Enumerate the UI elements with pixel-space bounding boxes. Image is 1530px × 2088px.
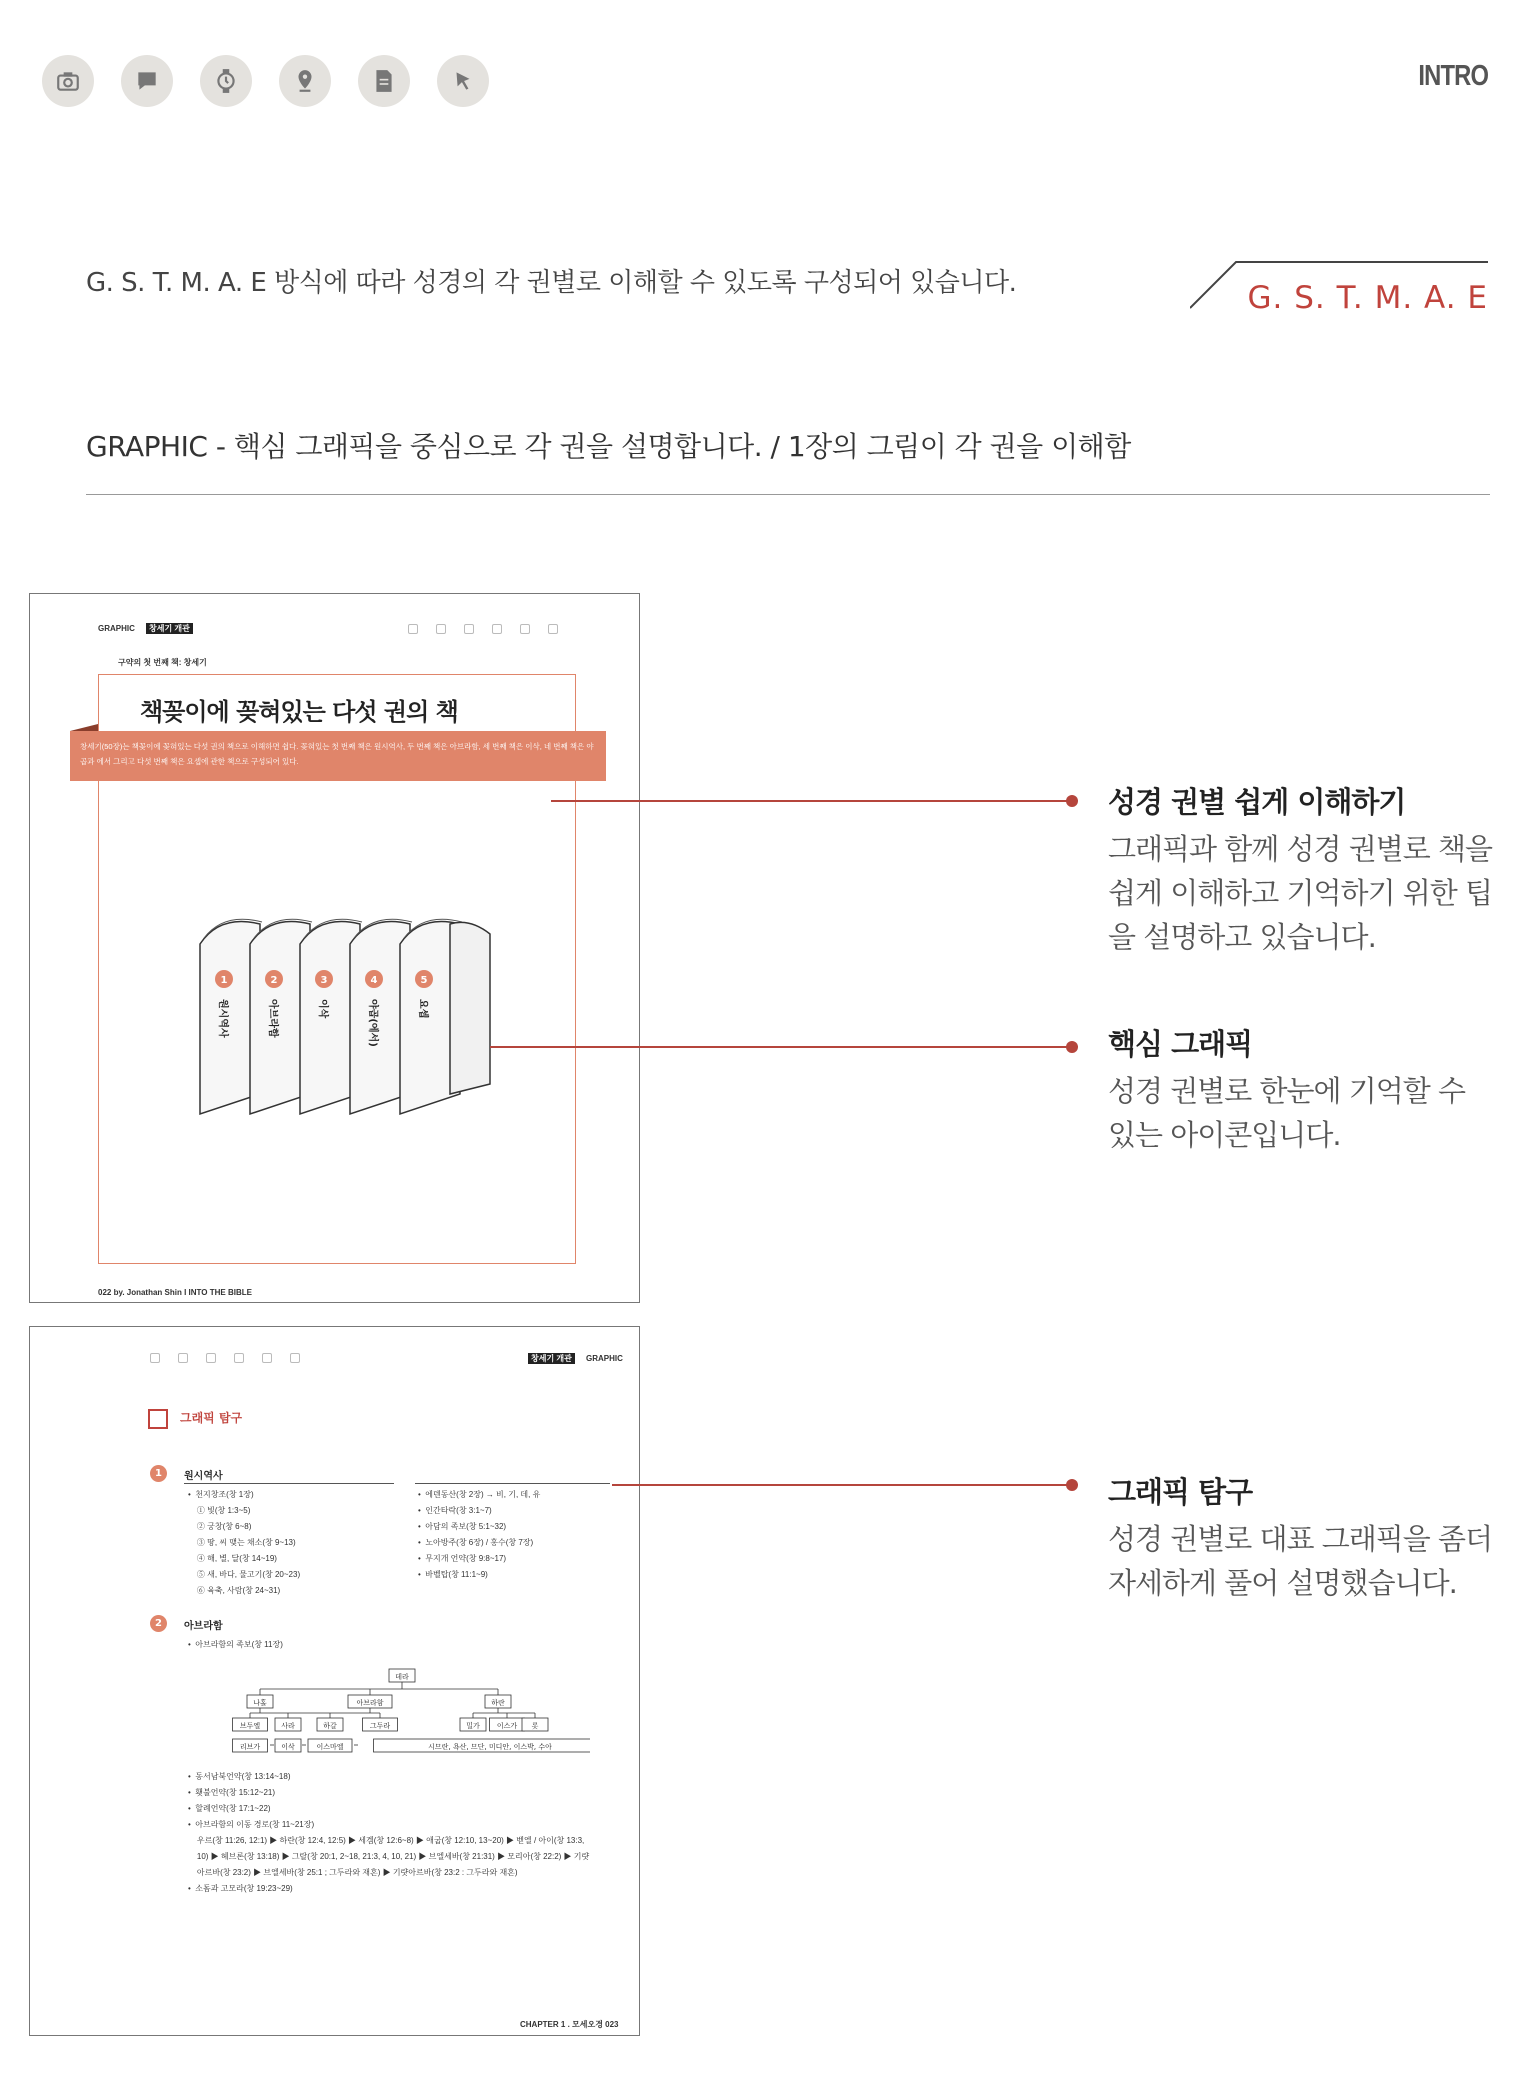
section1-right-list: • 에덴동산(창 2장) → 비, 기, 데, 유 • 인간타락(창 3:1~7) • 아담의 족보(창 5:1~32) • 노아방주(창 6장) / 홍수(창 7장) • 무지개 언약(창 9:8~17) • 바벨탑(창 11:1~9)	[418, 1490, 541, 1579]
book-number: 1	[220, 975, 228, 986]
section1-left-list: • 천지창조(창 1장) ① 빛(창 1:3~5) ② 궁창(창 6~8) ③ 땅, 씨 맺는 채소(창 9~13) ④ 해, 별, 달(창 14~19) ⑤ 새, 바다, 물고기(창 20~23) ⑥ 육축, 사람(창 24~31)	[188, 1490, 301, 1595]
tree-node-label: 나홀	[253, 1699, 267, 1707]
page1-chip: 창세기 개관	[146, 623, 193, 634]
tree-node-label: 하란	[491, 1699, 505, 1707]
tree-node-label: 아브라함	[356, 1699, 384, 1707]
mini-icon	[290, 1353, 300, 1363]
mini-icon	[492, 624, 502, 634]
book-label: 야곱(에서)	[367, 999, 378, 1047]
tree-node-label: 브두엘	[239, 1722, 261, 1730]
top-icon-row	[42, 55, 489, 107]
underline	[184, 1483, 394, 1484]
callout-line	[612, 1484, 1072, 1486]
section-number: 2	[150, 1615, 167, 1632]
watch-icon[interactable]	[200, 55, 252, 107]
page2-mini-icons	[150, 1353, 300, 1363]
image-icon	[148, 1409, 168, 1429]
callout-title: 핵심 그래픽	[1108, 1027, 1253, 1061]
page2-chip: 창세기 개관	[528, 1353, 575, 1364]
section-label: INTRO	[1418, 60, 1488, 92]
page1-title: 책꽂이에 꽂혀있는 다섯 권의 책	[140, 698, 458, 726]
callout-body: 성경 권별로 대표 그래픽을 좀더 자세하게 풀어 설명했습니다.	[1108, 1522, 1493, 1600]
section-title: 원시역사	[184, 1471, 223, 1482]
tree-node-label: 하갈	[323, 1722, 337, 1730]
map-pin-icon[interactable]	[279, 55, 331, 107]
tree-node-label: 이스가	[496, 1722, 518, 1730]
document-icon[interactable]	[358, 55, 410, 107]
tree-node-label: 밀가	[466, 1722, 480, 1730]
divider	[86, 494, 1490, 495]
gstmae-tag-text: G. S. T. M. A. E	[1247, 280, 1488, 316]
book-number: 5	[420, 975, 428, 986]
mini-icon	[464, 624, 474, 634]
book-number: 4	[370, 975, 378, 986]
book-label: 이삭	[317, 999, 328, 1019]
mini-icon	[408, 624, 418, 634]
page1-mini-icons	[408, 624, 558, 634]
mini-icon	[206, 1353, 216, 1363]
mini-icon	[234, 1353, 244, 1363]
callout-body: 그래픽과 함께 성경 권별로 책을 쉽게 이해하고 기억하기 위한 팁을 설명하고 있습니다.	[1108, 832, 1493, 954]
tree-node-label: 그두라	[369, 1722, 391, 1730]
tree-node-label: 이삭	[281, 1743, 295, 1751]
tree-node-label: 이스마엘	[316, 1743, 344, 1751]
mini-icon	[178, 1353, 188, 1363]
gstmae-description: G. S. T. M. A. E 방식에 따라 성경의 각 권별로 이해할 수 있도록 구성되어 있습니다.	[86, 268, 1017, 298]
book-label: 원시역사	[217, 999, 228, 1038]
callout-dot	[1066, 1479, 1078, 1491]
sample-page-graphic-explore	[29, 1326, 640, 2036]
callout-title: 성경 권별 쉽게 이해하기	[1108, 785, 1406, 819]
section-number: 1	[150, 1465, 167, 1482]
callout-line	[490, 1046, 1072, 1048]
section-title: 아브라함	[184, 1621, 223, 1632]
book-number: 2	[270, 975, 278, 986]
callout-dot	[1066, 1041, 1078, 1053]
callout-line	[551, 800, 1072, 802]
callout-body: 성경 권별로 한눈에 기억할 수 있는 아이콘입니다.	[1108, 1074, 1466, 1152]
sample-page-graphic	[29, 593, 640, 1303]
abraham-family-tree	[230, 1667, 590, 1757]
page2-label: GRAPHIC	[586, 1354, 623, 1363]
tree-node-label: 리브가	[239, 1743, 261, 1751]
speech-bubble-icon[interactable]	[121, 55, 173, 107]
callout-dot	[1066, 795, 1078, 807]
page1-footer: 022 by. Jonathan Shin I INTO THE BIBLE	[98, 1288, 252, 1297]
page1-band-text: 창세기(50장)는 책꽂이에 꽂혀있는 다섯 권의 책으로 이해하면 쉽다. 꽂혀있는 첫 번째 책은 원시역사, 두 번째 책은 아브라함, 세 번째 책은 이삭, 네 번째 책은 야곱과 에서 그리고 다섯 번째 책은 요셉에 관한 책으로 구성되어 있다.	[80, 742, 594, 766]
book-number: 3	[320, 975, 328, 986]
callout-title: 그래픽 탐구	[1108, 1475, 1253, 1509]
callout-graphic-explore	[1108, 1470, 1498, 1605]
graphic-heading: GRAPHIC - 핵심 그래픽을 중심으로 각 권을 설명합니다. / 1장의 그림이 각 권을 이해함	[86, 430, 1131, 463]
five-books-illustration	[170, 904, 500, 1134]
page1-subtitle: 구약의 첫 번째 책: 창세기	[118, 658, 207, 667]
book-cover	[450, 922, 490, 1094]
camera-icon[interactable]	[42, 55, 94, 107]
underline	[415, 1483, 610, 1484]
tree-node-label: 롯	[531, 1722, 539, 1730]
mini-icon	[262, 1353, 272, 1363]
book-label: 요셉	[417, 999, 428, 1019]
gstmae-tag	[1190, 260, 1490, 316]
callout-core-graphic	[1108, 1022, 1498, 1157]
band-notch	[70, 724, 98, 731]
tree-node-label: 데라	[395, 1673, 409, 1681]
callout-easy-understanding	[1108, 780, 1498, 959]
mini-icon	[150, 1353, 160, 1363]
tree-node-label: 시므란, 욕산, 므단, 미디안, 이스박, 수아	[428, 1743, 552, 1751]
book-label: 아브라함	[267, 999, 278, 1038]
page2-section-title: 그래픽 탐구	[180, 1411, 243, 1425]
tree-node-label: 사라	[281, 1722, 295, 1730]
page2-footer: CHAPTER 1 . 모세오경 023	[520, 2020, 619, 2029]
mini-icon	[436, 624, 446, 634]
mini-icon	[548, 624, 558, 634]
section2-subtitle: • 아브라함의 족보(창 11장)	[188, 1640, 283, 1649]
mini-icon	[520, 624, 530, 634]
page1-label: GRAPHIC	[98, 624, 135, 633]
section2-list: • 동서남북언약(창 13:14~18) • 횃불언약(창 15:12~21) • 할례언약(창 17:1~22) • 아브라함의 이동 경로(창 11~21장) 우르(창 11:26, 12:1) ▶ 하란(창 12:4, 12:5) ▶ 세겜(창 12:6~8) ▶ 애굽(창 12:10, 13~20) ▶ 벧엘 / 아이(창 13:3, 10) ▶ 헤브론(창 13:18) ▶ 그랄(창 20:1, 2~18, 21:3, 4, 10, 21) ▶ 브엘세바(창 21:31) ▶ 모리아(창 22:2) ▶ 기럇 아르바(창 23:2) ▶ 브엘세바(창 25:1 ; 그두라와 재혼) ▶ 기럇아르바(창 23:2 : 그두라와 재혼) • 소돔과 고모라(창 19:23~29)	[188, 1772, 590, 1893]
pointer-icon[interactable]	[437, 55, 489, 107]
